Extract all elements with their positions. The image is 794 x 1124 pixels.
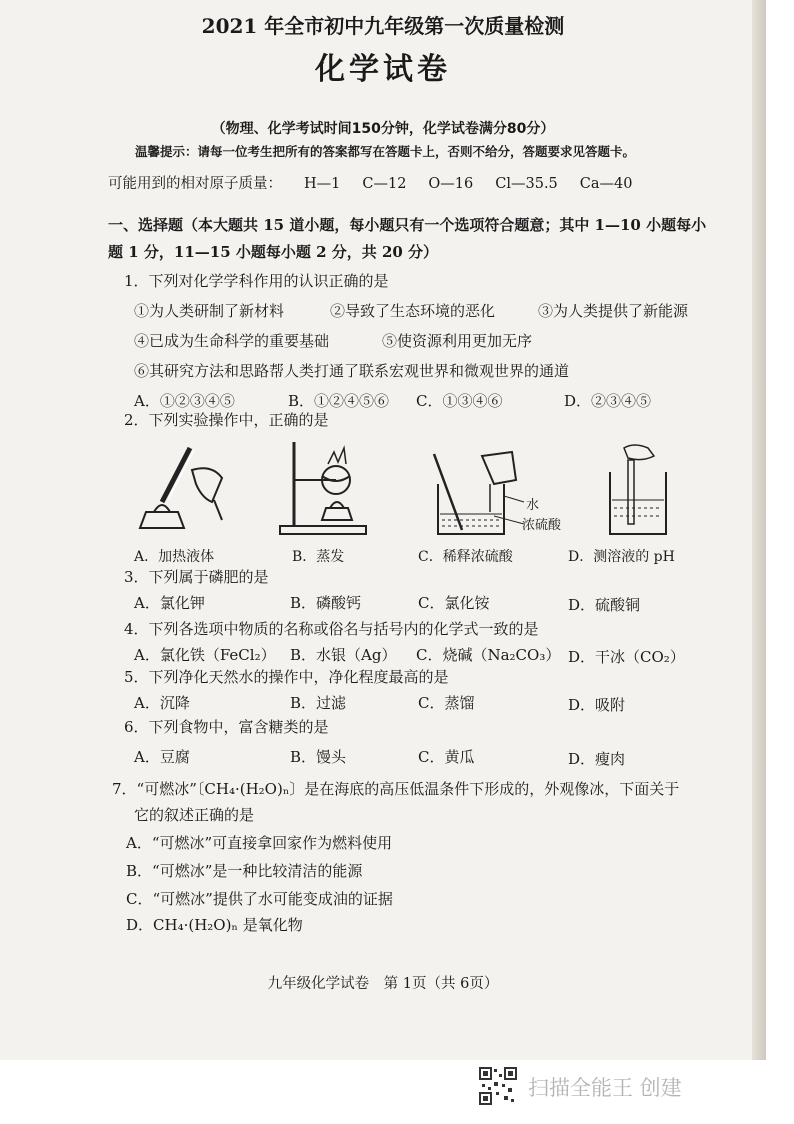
warm-tip: 温馨提示：请每一位考生把所有的答案都写在答题卡上，否则不给分，答题要求见答题卡。 — [135, 144, 636, 159]
q3-stem: 3．下列属于磷肥的是 — [124, 568, 269, 586]
mass-cl: Cl—35.5 — [495, 176, 558, 192]
q3-option-d: D．硫酸铜 — [568, 596, 641, 614]
paper-edge — [752, 0, 766, 1060]
mass-c: C—12 — [362, 176, 407, 192]
q6-option-a: A．豆腐 — [134, 748, 190, 766]
q1-option-b: B．①②④⑤⑥ — [288, 392, 390, 410]
q1-statement-3: ③为人类提供了新能源 — [538, 302, 689, 320]
q1-statement-5: ⑤使资源利用更加无序 — [382, 332, 533, 350]
q6-option-c: C．黄瓜 — [418, 748, 475, 766]
q6-option-d: D．瘦肉 — [568, 750, 626, 768]
q1-option-a: A．①②③④⑤ — [134, 392, 235, 410]
q1-option-d: D．②③④⑤ — [564, 392, 652, 410]
q6-stem: 6．下列食物中，富含糖类的是 — [124, 718, 329, 736]
q7-option-b: B．“可燃冰”是一种比较清洁的能源 — [126, 862, 363, 880]
q1-option-c: C．①③④⑥ — [416, 392, 503, 410]
q4-option-a: A．氯化铁（FeCl₂） — [134, 646, 276, 664]
q4-stem: 4．下列各选项中物质的名称或俗名与括号内的化学式一致的是 — [124, 620, 539, 638]
q1-stem: 1．下列对化学学科作用的认识正确的是 — [124, 272, 389, 290]
q7-option-c: C．“可燃冰”提供了水可能变成油的证据 — [126, 890, 393, 908]
q7-option-a: A．“可燃冰”可直接拿回家作为燃料使用 — [126, 834, 393, 852]
exam-title: 2021 年全市初中九年级第一次质量检测 — [201, 14, 565, 38]
q2-stem: 2．下列实验操作中，正确的是 — [124, 411, 329, 429]
q2-caption-c: C．稀释浓硫酸 — [418, 549, 513, 565]
q5-option-b: B．过滤 — [290, 694, 347, 712]
q4-option-c: C．烧碱（Na₂CO₃） — [416, 646, 561, 664]
q4-option-d: D．干冰（CO₂） — [568, 648, 685, 666]
scanner-watermark: 扫描全能王 创建 — [528, 1076, 682, 1100]
q7-stem-line2: 它的叙述正确的是 — [134, 806, 255, 824]
q7-stem-line1: 7．“可燃冰”〔CH₄·(H₂O)ₙ〕是在海底的高压低温条件下形成的，外观像冰，下面关于 — [112, 780, 680, 798]
q6-option-b: B．馒头 — [290, 748, 347, 766]
page-footer: 九年级化学试卷 第 1页（共 6页） — [267, 976, 499, 992]
q1-statement-2: ②导致了生态环境的恶化 — [330, 302, 496, 320]
q3-option-a: A．氯化钾 — [134, 594, 205, 612]
q5-option-c: C．蒸馏 — [418, 694, 475, 712]
mass-o: O—16 — [428, 176, 474, 192]
subject-title: 化学试卷 — [315, 52, 451, 87]
q5-option-a: A．沉降 — [134, 694, 190, 712]
atomic-mass-label: 可能用到的相对原子质量： — [108, 176, 282, 192]
mass-ca: Ca—40 — [579, 176, 633, 192]
q2-caption-d: D．测溶液的 pH — [568, 549, 675, 565]
fig-evaporation — [272, 436, 372, 540]
fig-ph-test — [598, 442, 678, 540]
q2-caption-a: A．加热液体 — [134, 549, 215, 565]
q1-statement-1: ①为人类研制了新材料 — [134, 302, 285, 320]
q5-option-d: D．吸附 — [568, 696, 626, 714]
label-conc-acid: 浓硫酸 — [522, 518, 562, 533]
q1-statement-6: ⑥其研究方法和思路帮人类打通了联系宏观世界和微观世界的通道 — [134, 362, 570, 380]
qr-code-icon — [478, 1066, 518, 1106]
q2-caption-b: B．蒸发 — [292, 549, 345, 565]
atomic-mass-line — [108, 172, 655, 193]
label-water: 水 — [526, 498, 540, 513]
section-heading: 一、选择题（本大题共 15 道小题，每小题只有一个选项符合题意；其中 1—10 小题每小题 1 分，11—15 小题每小题 2 分，共 20 分） — [108, 216, 707, 261]
q5-stem: 5．下列净化天然水的操作中，净化程度最高的是 — [124, 668, 449, 686]
q1-statement-4: ④已成为生命科学的重要基础 — [134, 332, 330, 350]
q4-option-b: B．水银（Ag） — [290, 646, 397, 664]
q3-option-c: C．氯化铵 — [418, 594, 490, 612]
exam-time-note: （物理、化学考试时间150分钟，化学试卷满分80分） — [211, 121, 555, 137]
q3-option-b: B．磷酸钙 — [290, 594, 362, 612]
q7-option-d: D．CH₄·(H₂O)ₙ 是氧化物 — [126, 916, 303, 934]
fig-heating-liquid — [132, 440, 242, 540]
mass-h: H—1 — [304, 176, 341, 192]
